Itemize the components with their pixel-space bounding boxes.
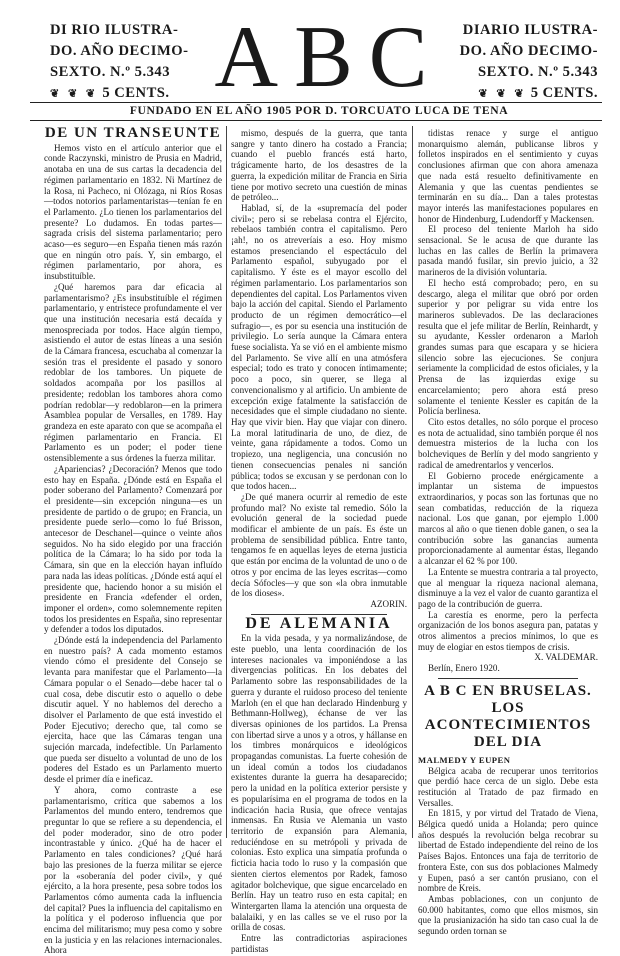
header-right-box xyxy=(460,20,598,105)
paragraph: Bélgica acaba de recuperar unos territorios que perdió hace cerca de un siglo. Debe esta restitución al Tratado de paz firmado en Versalles. xyxy=(418,765,598,808)
paragraph: Ambas poblaciones, con un conjunto de 60.000 habitantes, como que ellos mismos, sin que la prusianización ha sido tan caso cual la de segundo orden tornan se xyxy=(418,894,598,937)
paragraph: Y ahora, como contraste a ese parlamentarismo, crítica que sabemos a los Parlamentos del mundo entero, tendremos que preguntar lo que se refiere a su dependencia, el del poder moderador, sino de otro poder incontrastable y único. ¿Qué ha de hacer el Parlamento en tales condiciones? ¿Qué hará bajo las presiones de la fuerza militar se ejerce por la «soberanía del poder civil», y qué ejército, a la hora presente, pesa sobre todos los Parlamentos cómo aumenta cada la influencia del capital? Pues la influencia del capitalismo en la política y el poderoso influencia que por encima del militarismo; muy pesa como y sobre en la justicia y en las relaciones internacionales. Ahora xyxy=(44,784,222,956)
paragraph: tidistas renace y surge el antiguo monarquismo alemán, publicanse libros y folletos inspirados en el sentimiento y cuyas conclusiones afirman que con ahora amenaza que nada está resuelto definitivamente en Alemania y que las cuentas pendientes se terminarán en su día... Dan a tales protestas mayor interés las manifestaciones populares en honor de Hindenburg, Ludendorff y Mackensen. xyxy=(418,128,598,224)
paragraph: En la vida pesada, y ya normalizándose, de este pueblo, una lenta coordinación de los intereses nacionales va imponiéndose a las divergencias políticas. En los debates del Parlamento sobre las responsabilidades de la guerra y durante el ruidoso proceso del teniente Marloh (en el que han declarado Hindenburg y Bethmann-Hollweg), échanse de ver las diversas opiniones de los partidos. La Prensa con libertad sirve a unos y a otros, y hállanse en los timbres monárquicos e ideológicos propagandas comunistas. La fuerte cohesión de un ideal común a todos los ciudadanos existentes durante la guerra ha desaparecido; pero la unidad en la política exterior persiste y es popularísima en el programa de todos en la indicación hacia Rusia, que ofrece ventajas inmensas. En Rusia ve Alemania un vasto territorio de expansión para Alemania, reduciéndose en su metrópoli y privada de colonias. Esto explica una simpatía profunda o ficticia hacia todo lo ruso y la compasión que sienten ciertos elementos por Radek, famoso agitador bolchevique, que sigue encarcelado en Berlín. Hay un teatro ruso en esta capital; en Wintergarten llama la atención una orquesta de balalaiki, y en las calles se ve el ruso por la orilla de cosas. xyxy=(231,633,407,933)
header-left-line-2: DO. AÑO DECIMO- xyxy=(50,43,189,59)
header-left-box xyxy=(50,20,188,105)
column-1 xyxy=(44,125,222,956)
author-signature: AZORIN. xyxy=(370,598,407,609)
article-title: DE ALEMANIA xyxy=(245,614,393,632)
header-left-price: 5 CENTS. xyxy=(102,85,170,101)
column-2 xyxy=(231,128,407,954)
ornament-icon: ❦ ❦ ❦ xyxy=(50,88,99,100)
paragraph: Hablad, sí, de la «supremacía del poder civil»; pero si se rebelasa contra el Ejército, rebelaos también contra el capitalismo. Pero ¡ah!, no os atreveríais a eso. Hoy mismo estamos presenciando el espectáculo del Parlamento español, subyugado por el capitalismo. Y éste es el mayor escollo del régimen parlamentario. Los parlamentarios son dependientes del capital. Los Parlamentos viven bajo la acción del capital. Siendo el Parlamento producto de un régimen democrático—el sufragio—, es por su esencia una institución de privilegio. Lo sería aunque la Cámara entera fuese socialista. Ya se vió en el ambiente mismo del Parlamento. Se vive allí en una atmósfera especial; todo es trato y conocen íntimamente; poco a poco, sin querer, se llega al convencionalismo y al artificio. Un ambiente de excepción exige fatalmente la satisfacción de necesidades que el simple ciudadano no siente. Hay que vivir bien. Hay que viajar con dinero. La moral latitudinaria de uno, de diez, de veinte, gana rápidamente a todos. Como un tropiezo, una negligencia, una concusión no tienen consecuencias penales ni sanción pública; todos se excusan y se perdonan con lo que todos hacen... xyxy=(231,202,407,492)
paragraph: Hemos visto en el artículo anterior que el conde Raczynski, ministro de Prusia en Madrid, anotaba en una de sus cartas la decadencia del régimen parlamentario en 1832. Ni Martínez de la Rosa, ni Pacheco, ni Olózaga, ni Ríos Rosas—todos notorios parlamentaristas—tenían fe en el Parlamento. ¿Lo tienen los parlamentarios del presente? Lo dudamos. En todas partes—sagrada crisis del sistema parlamentario; pero acaso—es seguro—en España tienen más razón que en ningún otro país. Y, sin embargo, el régimen parlamentario, por ahora, es insubstituíble. xyxy=(44,142,222,282)
header-right-price: 5 CENTS. xyxy=(530,85,598,101)
column-separator xyxy=(226,126,227,838)
paragraph: Cito estos detalles, no sólo porque el proceso es nota de actualidad, sino también porque él nos demuestra misterios de la lucha con los bolcheviques de Berlín y del modo sangriento y radical de amedrentarlos y vencerlos. xyxy=(418,416,598,470)
paragraph: ¿Dónde está la independencia del Parlamento en nuestro país? A cada momento estamos viendo cómo el presidente del Consejo se levanta para manifestar que el Parlamento—la Cámara popular o el Senado—debe hacer tal o cual cosa, debe discutir esto o aquello o debe discutir aquel. Y no hablemos del derecho a disolver el Parlamento de que está investido el Poder Ejecutivo; derecho que, tal como se ejercita, hace que las Cámaras tengan una sujeción marcada, indefectible. Un Parlamento que pueda ser disuelto a voluntad de uno de los poderes del Estado es un Parlamento muerto desde el primer día e ineficaz. xyxy=(44,635,222,785)
paragraph: La carestía es enorme, pero la perfecta organización de los bonos asegura pan, patatas y otros alimentos a precios mínimos, lo que es muy de elogiar en estos tiempos de crisis. xyxy=(418,609,598,652)
masthead-logo: ABC xyxy=(214,9,444,106)
paragraph: mismo, después de la guerra, que tanta sangre y tanto dinero ha costado a Francia; cuando el pueblo francés está harto, trágicamente harto, de los desastres de la guerra, la expedición militar de Francia en Siria tiene por motivo secreto una cuestión de minas de petróleo... xyxy=(231,128,407,203)
founded-line: FUNDADO EN EL AÑO 1905 POR D. TORCUATO LUCA DE TENA xyxy=(129,104,509,117)
dateline: Berlín, Enero 1920. xyxy=(428,663,500,674)
header-left-line-1: DI RIO ILUSTRA- xyxy=(50,22,179,38)
paragraph: Entre las contradictorias aspiraciones partidistas xyxy=(231,933,407,954)
header-right-line-2: DO. AÑO DECIMO- xyxy=(459,43,598,59)
ornament-icon: ❦ ❦ ❦ xyxy=(478,88,527,100)
paragraph: ¿Apariencias? ¿Decoración? Menos que todo esto hay en España. ¿Dónde está en España el poder soberano del Parlamento? Comenzará por el presidente—sin excepción ninguna—es un presidente de partido o de grupo; en Francia, un presidente puede serlo—como lo fué Brisson, antecesor de Deschanel—quince o veinte años seguidos. No ha sido elegido por una fracción política de la Cámara; lo ha sido por toda la Cámara, sin que en la elección hayan influído para nada las ideas políticas. ¿Dónde está aquí el presidente que, haciendo honor a su misión el presidente en Francia «defender el orden, imponer el orden», como solemnemente repiten todos los presidentes en España, sino representar y defender a todos los diputados. xyxy=(44,463,222,635)
paragraph: La Entente se muestra contraria a tal proyecto, que al menguar la riqueza nacional alemana, disminuye a la vez el valor de cuanto garantiza el pago de la contribución de guerra. xyxy=(418,566,598,609)
paragraph: El proceso del teniente Marloh ha sido sensacional. Se le acusa de que durante las luchas en las calles de Berlín la primavera pasada mandó fusilar, sin previo juicio, a 32 marineros de la división voluntaria. xyxy=(418,224,598,278)
article-title: DE UN TRANSEUNTE xyxy=(44,125,222,141)
header-right-line-1: DIARIO ILUSTRA- xyxy=(462,22,598,38)
column-3 xyxy=(418,128,598,937)
header-rule-top xyxy=(30,102,602,103)
subheading: MALMEDY Y EUPEN xyxy=(418,754,511,765)
article-title: A B C EN BRUSELAS. LOS ACONTECIMIENTOS DEL DIA xyxy=(424,682,592,750)
header-rule-bottom xyxy=(30,120,602,121)
paragraph: En 1815, y por virtud del Tratado de Viena, Bélgica quedó unida a Holanda; pero quince años después la revolución belga recobrar su libertad de Estado independiente del reino de los Países Bajos. Entonces una faja de territorio de frontera Este, con sus dos poblaciones Malmedy y Eupen, pasó a ser cantón prusiano, con el nombre de Kreis. xyxy=(418,808,598,894)
header-left-line-3: SEXTO. N.º 5.343 xyxy=(50,64,170,80)
divider xyxy=(438,678,578,679)
author-signature: X. VALDEMAR. xyxy=(534,652,598,663)
paragraph: ¿Qué haremos para dar eficacia al parlamentarismo? ¿Es insubstituíble el régimen parlamentario, y entristece profundamente el ver que una institución necesaria está decaída y menospreciada por todos. Hace algún tiempo, asistiendo el autor de estas líneas a una sesión de la Cámara francesa, escuchaba al comenzar la sesión tras el presidente el pasado y sonoro redoblar de los tambores. Un piquete de soldados acompaña por los pasillos al presidente; redoblan los tambores ahora como podrían redoblar—y redoblaron—en la primera Asamblea popular de Versalles, en 1789. Hay grandeza en este aparato con que se acompaña el régimen parlamentario en Francia. El Parlamento es un poder; el poder tiene ostensiblemente a sus órdenes la fuerza militar. xyxy=(44,281,222,464)
paragraph: ¿De qué manera ocurrir al remedio de este profundo mal? No existe tal remedio. Sólo la evolución general de la sociedad puede modificar el ambiente de un país. Es éste un problema de sensibilidad pública. Entre tanto, tengamos fe en aquellas leyes de eterna justicia que están por encima de la voluntad de uno o de otros y por encima de las leyes escritas—como decía Sófocles—y que son «la obra inmutable de los dioses». xyxy=(231,491,407,599)
paragraph: El Gobierno procede enérgicamente a implantar un sistema de impuestos extraordinarios, y pocas son las fortunas que no sean combatidas, reducción de la riqueza nacional. Los que ganan, por ejemplo 1.000 marcos al año o que tienen doble ganen, o sea la contribución sobre las ganancias aumenta proporcionadamente al aumentar éstas, llegando a alcanzar el 62 % por 100. xyxy=(418,470,598,567)
paragraph: El hecho está comprobado; pero, en su descargo, alega el militar que obró por orden superior y por peligrar su vida entre los marineros sublevados. De las declaraciones resulta que el jefe militar de Berlín, Reinhardt, y su ayudante, Kessler ordenaron a Marloh grandes sumas para que escapara y se hiciera silencio sobre las ejecuciones. Se conjura seriamente la complicidad de estos oficiales, y la Prensa de las izquierdas exige su encarcelamiento; pero ahora está preso solamente el teniente Kessler es capitán de la Policía berlinesa. xyxy=(418,277,598,417)
column-separator xyxy=(412,126,413,838)
header-right-line-3: SEXTO. N.º 5.343 xyxy=(478,64,598,80)
